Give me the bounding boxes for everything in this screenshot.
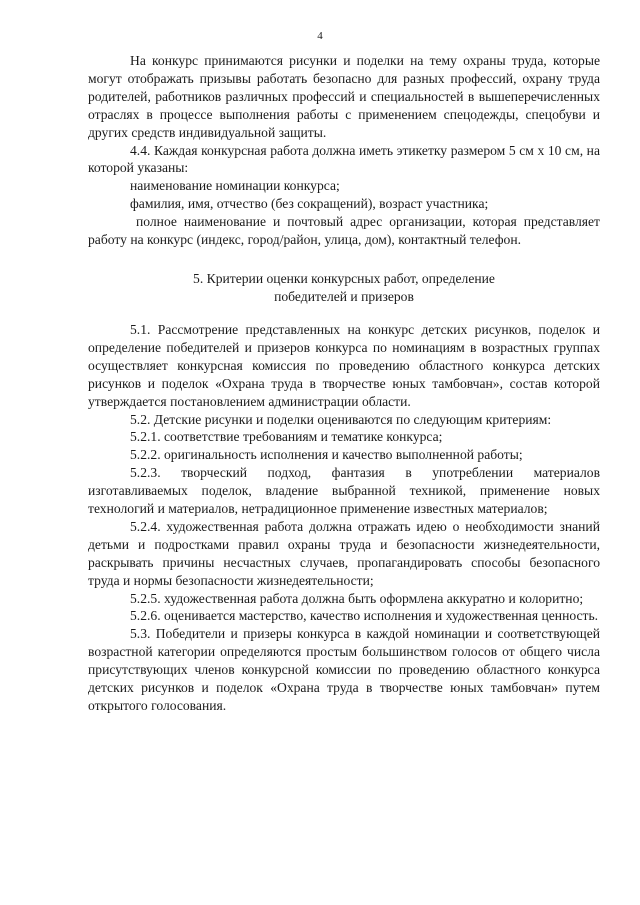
paragraph-5-2-4: 5.2.4. художественная работа должна отражать идею о необходимости знаний детьми и подростками правил охраны труда и безопасности жизнедеятельности, раскрывать причины несчастных случаев, пропагандировать способы безопасного труда и нормы безопасности жизнедеятельности;	[88, 518, 600, 588]
label-item-nomination: наименование номинации конкурса;	[130, 178, 340, 194]
paragraph-5-2-2: 5.2.2. оригинальность исполнения и качество выполненной работы;	[130, 447, 523, 463]
section-heading-line-2: победителей и призеров	[274, 288, 414, 304]
label-item-organization: полное наименование и почтовый адрес организации, которая представляет работу на конкурс (индекс, город/район, улица, дом), контактный телефон.	[88, 214, 600, 248]
paragraph-5-2: 5.2. Детские рисунки и поделки оцениваются по следующим критериям:	[130, 411, 552, 427]
paragraph-5-2-1: 5.2.1. соответствие требованиям и тематике конкурса;	[130, 429, 443, 445]
paragraph-5-1: 5.1. Рассмотрение представленных на конкурс детских рисунков, поделок и определение победителей и призеров конкурса по номинациям в возрастных группах осуществляет конкурсная комиссия по проведению областного конкурса детских рисунков и поделок «Охрана труда в творчестве юных тамбовчан», состав которой утверждается постановлением администрации области.	[88, 321, 600, 409]
section-heading	[88, 270, 600, 306]
paragraph-5-2-6: 5.2.6. оценивается мастерство, качество исполнения и художественная ценность.	[130, 608, 599, 624]
paragraph-5-3: 5.3. Победители и призеры конкурса в каждой номинации и соответствующей возрастной категории определяются простым большинством голосов от общего числа присутствующих членов конкурсной комиссии по проведению областного конкурса детских рисунков и поделок «Охрана труда в творчестве юных тамбовчан» путем открытого голосования.	[88, 626, 600, 713]
label-item-participant: фамилия, имя, отчество (без сокращений), возраст участника;	[130, 196, 489, 212]
section-heading-line-1: 5. Критерии оценки конкурсных работ, определение	[193, 270, 495, 286]
page-number: 4	[317, 30, 323, 42]
paragraph-themes: На конкурс принимаются рисунки и поделки на тему охраны труда, которые могут отображать призывы работать безопасно для разных профессий, охрану труда родителей, работников различных профессий и специальностей в вышеперечисленных отраслях в процессе выполнения работы с применением спецодежды, спецобуви и других средств индивидуальной защиты.	[88, 53, 600, 140]
paragraph-5-2-5: 5.2.5. художественная работа должна быть оформлена аккуратно и колоритно;	[130, 590, 584, 606]
paragraph-4-4: 4.4. Каждая конкурсная работа должна иметь этикетку размером 5 см х 10 см, на которой указаны:	[88, 142, 600, 176]
paragraph-5-2-3: 5.2.3. творческий подход, фантазия в употреблении материалов изготавливаемых поделок, владение выбранной техникой, применение новых технологий и материалов, нетрадиционное применение известных материалов;	[88, 465, 600, 517]
document-body	[88, 52, 600, 715]
